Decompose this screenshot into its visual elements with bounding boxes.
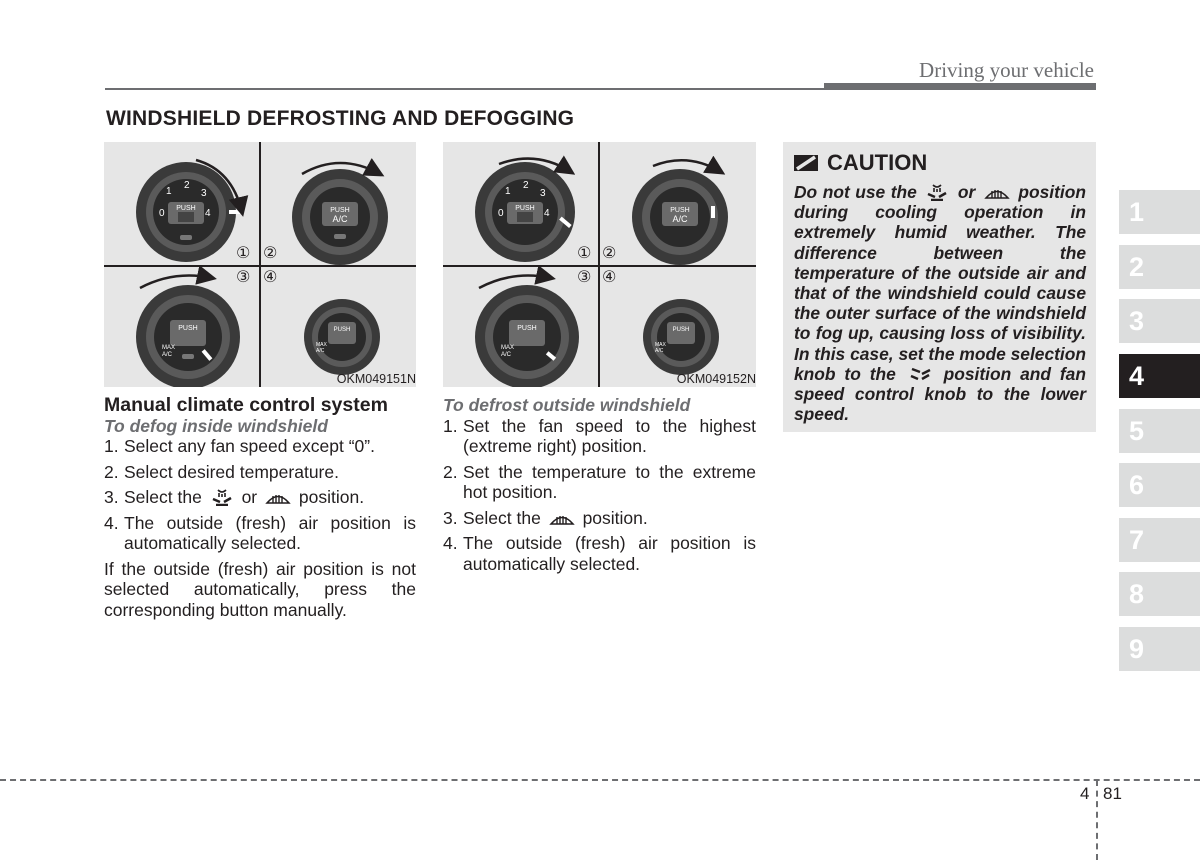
caution-icon: [793, 153, 819, 173]
svg-text:MAX: MAX: [316, 342, 327, 348]
footer-divider: [1096, 780, 1098, 860]
svg-text:3: 3: [540, 188, 546, 199]
chapter-tab-6[interactable]: 6: [1119, 463, 1200, 507]
svg-text:PUSH: PUSH: [670, 207, 690, 214]
chapter-tab-9[interactable]: 9: [1119, 627, 1200, 671]
list-item: 2. Set the temperature to the extreme hot position.: [443, 461, 756, 502]
section-title: WINDSHIELD DEFROSTING AND DEFOGGING: [106, 107, 575, 130]
floor-defrost-mode-icon: [925, 183, 949, 201]
svg-text:PUSH: PUSH: [176, 205, 196, 212]
callout-1: ①: [236, 245, 251, 262]
chapter-tab-3[interactable]: 3: [1119, 299, 1200, 343]
chapter-tab-4[interactable]: 4: [1119, 354, 1200, 398]
figure-defrost: [443, 142, 756, 387]
page-number: 81: [1103, 784, 1122, 803]
air-intake-knob: [304, 299, 380, 375]
list-item: 1. Set the fan speed to the highest (extreme right) position.: [443, 415, 756, 456]
svg-text:MAX: MAX: [655, 342, 666, 348]
list-item: 2. Select desired temperature.: [104, 461, 339, 482]
svg-text:0: 0: [159, 208, 165, 219]
callout-3: ③: [577, 269, 592, 286]
svg-text:PUSH: PUSH: [672, 327, 690, 333]
svg-text:4: 4: [205, 208, 211, 219]
running-head: Driving your vehicle: [919, 58, 1094, 82]
list-item: 4. The outside (fresh) air position is automatically selected.: [104, 512, 416, 553]
callout-4: ④: [602, 269, 617, 286]
header-rule-accent: [824, 83, 1096, 90]
callout-4: ④: [263, 269, 278, 286]
page-chapter-number: 4: [1080, 784, 1090, 803]
chapter-tab-8[interactable]: 8: [1119, 572, 1200, 616]
svg-text:A/C: A/C: [501, 352, 512, 358]
figure-code: OKM049152N: [676, 372, 756, 386]
svg-text:2: 2: [523, 180, 529, 191]
callout-3: ③: [236, 269, 251, 286]
temperature-knob: [632, 169, 728, 265]
svg-text:A/C: A/C: [316, 348, 325, 354]
list-item: 1. Select any fan speed except “0”.: [104, 436, 375, 456]
figure-divider: [104, 265, 416, 267]
defrost-icon: [265, 488, 291, 506]
svg-text:1: 1: [505, 186, 511, 197]
svg-text:PUSH: PUSH: [333, 327, 351, 333]
defrost-icon: [549, 509, 575, 527]
mode-knob: [136, 285, 240, 387]
figure-code: OKM049151N: [336, 372, 416, 386]
temperature-knob: [292, 169, 388, 265]
footer-rule: [0, 779, 1200, 781]
chapter-tab-1[interactable]: 1: [1119, 190, 1200, 234]
floor-defrost-mode-icon: [210, 488, 234, 506]
svg-text:3: 3: [201, 188, 207, 199]
left-column: [104, 395, 416, 620]
svg-text:0: 0: [498, 208, 504, 219]
subsection-heading: Manual climate control system: [104, 394, 388, 416]
svg-text:MAX: MAX: [162, 345, 176, 351]
svg-text:2: 2: [184, 180, 190, 191]
figure-divider: [443, 265, 756, 267]
middle-column: [443, 395, 756, 579]
fan-speed-knob: [475, 162, 575, 262]
svg-text:PUSH: PUSH: [517, 325, 537, 332]
list-item: 4. The outside (fresh) air position is automatically selected.: [443, 533, 756, 574]
list-item: 3. Select the or position.: [104, 487, 365, 507]
chapter-tab-7[interactable]: 7: [1119, 518, 1200, 562]
figure-defog: [104, 142, 416, 387]
svg-text:PUSH: PUSH: [178, 325, 198, 332]
floor-mode-icon: [908, 365, 932, 383]
callout-2: ②: [602, 245, 617, 262]
svg-text:A/C: A/C: [655, 348, 664, 354]
note-paragraph: If the outside (fresh) air position is not selected automatically, press the corresponding button manually.: [104, 558, 416, 620]
svg-text:PUSH: PUSH: [515, 205, 535, 212]
header-rule: [105, 88, 825, 90]
callout-2: ②: [263, 245, 278, 262]
procedure-heading: To defrost outside windshield: [443, 395, 691, 415]
svg-text:A/C: A/C: [162, 352, 173, 358]
svg-text:MAX: MAX: [501, 345, 515, 351]
air-intake-knob: [643, 299, 719, 375]
caution-box: [783, 142, 1096, 432]
svg-text:A/C: A/C: [672, 214, 688, 224]
chapter-tab-2[interactable]: 2: [1119, 245, 1200, 289]
fan-speed-knob: [136, 162, 243, 262]
defrost-icon: [984, 183, 1010, 201]
procedure-heading: To defog inside windshield: [104, 415, 328, 436]
svg-text:PUSH: PUSH: [330, 207, 350, 214]
chapter-tab-5[interactable]: 5: [1119, 409, 1200, 453]
svg-text:1: 1: [166, 186, 172, 197]
svg-text:4: 4: [544, 208, 550, 219]
mode-knob: [475, 285, 579, 387]
svg-text:A/C: A/C: [332, 214, 348, 224]
caution-title: CAUTION: [827, 150, 928, 175]
list-item: 3. Select the position.: [443, 507, 648, 528]
callout-1: ①: [577, 245, 592, 262]
caution-text: Do not use the or position during cooling operation in extremely humid weather. The difference between the temperature of the outside air and that of the windshield could cause the outer surface of the windshield to fog up, causing loss of visibility. In this case, set the mode selection knob to the position and fan speed control knob to the lower speed.: [794, 182, 1086, 425]
